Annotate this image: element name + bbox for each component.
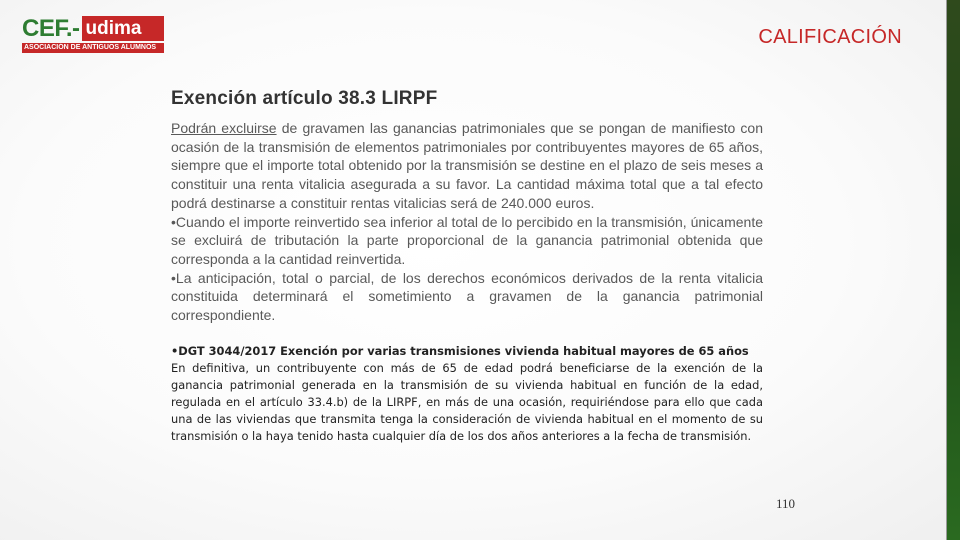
section-heading: Exención artículo 38.3 LIRPF: [171, 88, 438, 109]
cef-udima-logo: [22, 16, 164, 54]
intro-paragraph: [171, 119, 763, 213]
page-number: 110: [776, 496, 796, 511]
dgt-title: •DGT 3044/2017 Exención por varias transmisiones vivienda habitual mayores de 65 años: [171, 343, 749, 358]
bullet-item-reinvestment: •Cuando el importe reinvertido sea inferior al total de lo percibido en la transmisión, únicamente se excluirá de tributación la parte proporcional de la ganancia patrimonial obtenida que corresponda a la cantidad reinvertida.: [171, 213, 763, 267]
logo-udima-text: udima: [82, 16, 165, 41]
bullet-item-anticipation: •La anticipación, total o parcial, de los derechos económicos derivados de la renta vitalicia constituida determinará el sometimiento a gravamen de la ganancia patrimonial correspondiente.: [171, 269, 763, 324]
slide-content: [171, 88, 763, 445]
side-bar: [947, 0, 960, 540]
intro-text: de gravamen las ganancias patrimoniales que se pongan de manifiesto con ocasión de la transmisión de elementos patrimoniales por contribuyentes mayores de 65 años, siempre que el importe total obtenido por la transmisión se destine en el plazo de seis meses a constituir una renta vitalicia asegurada a su favor. La cantidad máxima total que a tal efecto podrá destinarse a constituir rentas vitalicias será de 240.000 euros.: [171, 120, 763, 211]
intro-underlined-text: Podrán excluirse: [171, 120, 277, 136]
logo-cef-text: CEF.-: [22, 15, 80, 42]
slide-title: CALIFICACIÓN: [758, 26, 902, 48]
dgt-text: En definitiva, un contribuyente con más de 65 de edad podrá beneficiarse de la exención de la ganancia patrimonial generada en la transmisión de su vivienda habitual en función de la edad, regulada en el artículo 33.4.b) de la LIRPF, en más de una ocasión, requiriéndose para ello que cada una de las viviendas que transmita tenga la consideración de vivienda habitual en el momento de su transmisión o la haya tenido hasta cualquier día de los dos años anteriores a la fecha de transmisión.: [171, 360, 763, 443]
dgt-block: [171, 343, 763, 445]
logo-subtitle: ASOCIACIÓN DE ANTIGUOS ALUMNOS: [22, 43, 164, 53]
logo-main: [22, 16, 164, 41]
